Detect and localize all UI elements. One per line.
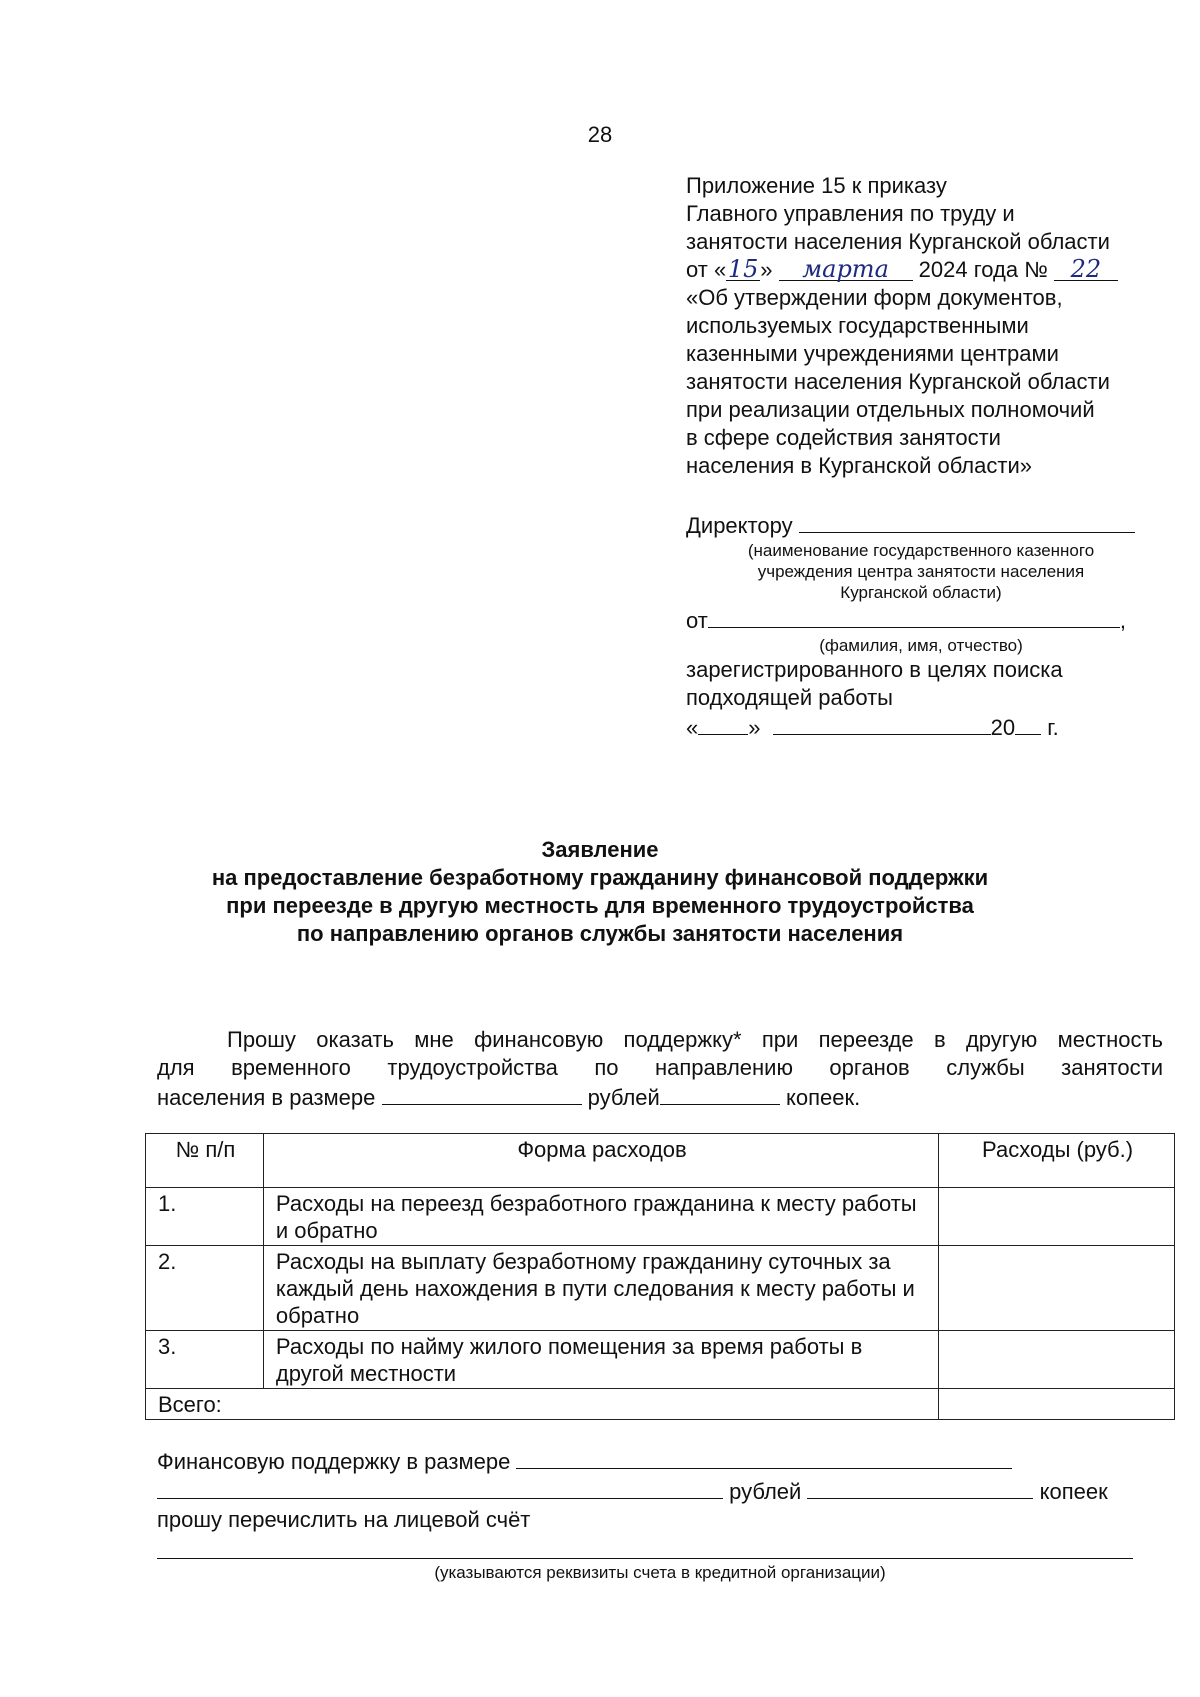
payment-kopecks-field[interactable] — [807, 1476, 1033, 1499]
total-amount-cell[interactable] — [939, 1389, 1175, 1420]
registration-day-field[interactable] — [698, 712, 748, 735]
payment-section — [157, 1446, 1163, 1587]
document-heading: Заявление — [541, 837, 659, 862]
row-number: 3. — [146, 1331, 264, 1389]
order-day-handwritten: 15 — [727, 255, 759, 283]
order-title-line: используемых государственными — [686, 313, 1029, 338]
row-description: Расходы на переезд безработного гражданина к месту работы и обратно — [263, 1188, 938, 1246]
director-name-field[interactable] — [799, 510, 1135, 533]
appendix-block — [686, 172, 1186, 480]
director-caption — [686, 540, 1156, 603]
registration-date-line — [686, 712, 1156, 742]
order-title-line: казенными учреждениями центрами — [686, 341, 1059, 366]
registration-month-field[interactable] — [773, 712, 991, 735]
order-title-line: в сфере содействия занятости — [686, 425, 1001, 450]
director-line — [686, 510, 1156, 540]
request-rubles-field[interactable] — [382, 1082, 582, 1105]
order-date-quote: » — [760, 257, 773, 282]
row-amount-cell[interactable] — [939, 1331, 1175, 1389]
request-kopecks-field[interactable] — [660, 1082, 780, 1105]
order-title-line: при реализации отдельных полномочий — [686, 397, 1095, 422]
document-title-line: при переезде в другую местность для временного трудоустройства — [226, 893, 974, 918]
row-number: 1. — [146, 1188, 264, 1246]
order-number-handwritten: 22 — [1054, 256, 1118, 281]
date-close-quote: » — [748, 715, 761, 740]
document-title-line: по направлению органов службы занятости населения — [296, 921, 904, 946]
from-label: от — [686, 608, 708, 633]
document-title-line: на предоставление безработному гражданину финансовой поддержки — [211, 865, 989, 890]
order-title-line: занятости населения Курганской области — [686, 369, 1110, 394]
director-label: Директору — [686, 513, 793, 538]
payment-account-line: прошу перечислить на лицевой счёт — [157, 1507, 531, 1532]
director-caption-line: учреждения центра занятости населения — [757, 562, 1085, 581]
order-month-handwritten: марта — [779, 256, 913, 281]
payment-amount-line — [157, 1446, 1163, 1476]
request-line: Прошу оказать мне финансовую поддержку* при переезде в другую местность — [227, 1027, 1163, 1052]
appendix-line: Приложение 15 к приказу — [686, 173, 947, 198]
year-suffix: г. — [1047, 715, 1059, 740]
applicant-line — [686, 605, 1156, 635]
order-date-prefix: от « — [686, 257, 727, 282]
row-number: 2. — [146, 1246, 264, 1331]
table-row — [146, 1188, 1175, 1246]
applicant-comma: , — [1119, 608, 1126, 633]
request-amount-line — [157, 1082, 1163, 1112]
row-amount-cell[interactable] — [939, 1246, 1175, 1331]
appendix-line: Главного управления по труду и — [686, 201, 1015, 226]
request-amount-prefix: населения в размере — [157, 1085, 376, 1110]
table-total-row — [146, 1389, 1175, 1420]
payment-amount-prefix: Финансовую поддержку в размере — [157, 1449, 511, 1474]
document-title — [150, 836, 1050, 948]
year-prefix: 20 — [990, 715, 1016, 740]
name-caption: (фамилия, имя, отчество) — [819, 636, 1023, 655]
request-paragraph — [157, 1026, 1163, 1112]
payment-account-field[interactable] — [157, 1534, 1133, 1559]
registered-line: зарегистрированного в целях поиска — [686, 657, 1063, 682]
order-year-text: 2024 года № — [912, 257, 1054, 282]
row-description: Расходы на выплату безработному гражданину суточных за каждый день нахождения в пути следования к месту работы и обратно — [263, 1246, 938, 1331]
addressee-block — [686, 510, 1156, 742]
table-row — [146, 1246, 1175, 1331]
order-title-line: «Об утверждении форм документов, — [686, 285, 1063, 310]
payment-kopecks-label: копеек — [1039, 1479, 1108, 1504]
date-open-quote: « — [686, 715, 699, 740]
order-title-line: населения в Курганской области» — [686, 453, 1032, 478]
table-row — [146, 1331, 1175, 1389]
row-amount-cell[interactable] — [939, 1188, 1175, 1246]
expenses-table — [145, 1133, 1175, 1420]
header-number: № п/п — [146, 1134, 264, 1188]
registration-year-field[interactable] — [1015, 712, 1041, 735]
payment-rubles-label: рублей — [729, 1479, 802, 1504]
table-header-row — [146, 1134, 1175, 1188]
total-label: Всего: — [146, 1389, 939, 1420]
payment-rubles-field[interactable] — [157, 1476, 723, 1499]
request-rubles-label: рублей — [587, 1085, 660, 1110]
header-form: Форма расходов — [263, 1134, 938, 1188]
order-date-line — [686, 256, 1186, 284]
request-kopecks-label: копеек. — [785, 1085, 861, 1110]
request-line: для временного трудоустройства по направлению органов службы занятости — [157, 1055, 1163, 1080]
row-description: Расходы по найму жилого помещения за время работы в другой местности — [263, 1331, 938, 1389]
account-caption: (указываются реквизиты счета в кредитной организации) — [434, 1563, 886, 1582]
page-number: 28 — [587, 122, 613, 147]
applicant-name-field[interactable] — [708, 605, 1120, 628]
header-amount: Расходы (руб.) — [939, 1134, 1175, 1188]
appendix-line: занятости населения Курганской области — [686, 229, 1110, 254]
payment-rubles-line — [157, 1476, 1163, 1506]
payment-amount-field[interactable] — [516, 1446, 1012, 1469]
director-caption-line: (наименование государственного казенного — [747, 541, 1095, 560]
director-caption-line: Курганской области) — [840, 583, 1002, 602]
registered-line: подходящей работы — [686, 685, 893, 710]
